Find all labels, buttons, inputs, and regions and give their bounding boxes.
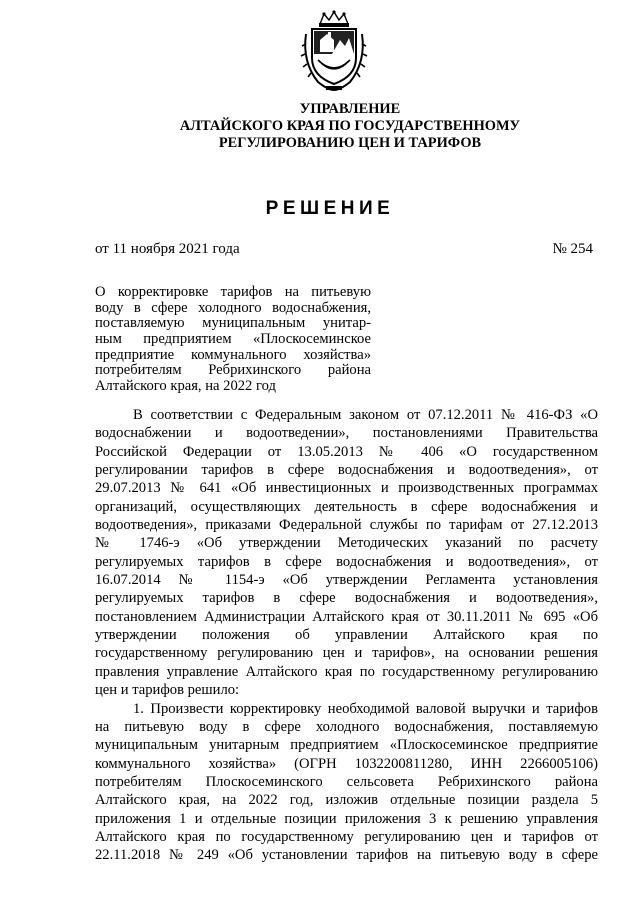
body-line: постановлением Администрации Алтайского края от 30.11.2011 № 695 «Об	[95, 608, 598, 625]
subject-line: поставляемую муниципальным унитар-	[95, 315, 371, 332]
body-line: Российской Федерации от 13.05.2013 № 406 «О государственном	[95, 443, 598, 460]
document-date: от 11 ноября 2021 года	[95, 241, 240, 257]
body-line: правления управление Алтайского края по государственному регулированию	[95, 663, 598, 680]
subject-line: ным предприятием «Плоскосеминское	[95, 331, 371, 348]
subject-line: воду в сфере холодного водоснабжения,	[95, 299, 371, 316]
body-line: водоснабжении и водоотведении», постановлениями Правительства	[95, 425, 598, 442]
body-line: регулируемых тарифов в сфере водоснабжения и водоотведения»,	[95, 590, 598, 607]
body-line: коммунального хозяйства» (ОГРН 1032200811280, ИНН 2266005106)	[95, 755, 598, 772]
subject-line: Алтайского края, на 2022 год	[95, 378, 276, 395]
body-line: на питьевую воду в сфере холодного водоснабжения, поставляемую	[95, 718, 598, 735]
document-number: № 254	[552, 241, 593, 257]
altai-coat-of-arms-icon	[298, 10, 370, 92]
body-line: Алтайского края по государственному регулированию цен и тарифов от	[95, 828, 598, 845]
document-subject	[95, 285, 371, 395]
body-line: цен и тарифов решило:	[95, 682, 240, 699]
header-line-1: УПРАВЛЕНИЕ	[299, 101, 401, 117]
body-line: регулируемых тарифов в сфере водоснабжения и водоотведения», от	[95, 553, 598, 570]
body-line: приложения 1 и отдельные позиции приложения 3 к решению управления	[95, 810, 598, 827]
body-line: потребителям Плоскосеминского сельсовета Ребрихинского района	[95, 773, 598, 790]
issuer-header	[120, 101, 580, 152]
body-line: регулировании тарифов в сфере водоснабжения и водоотведения», от	[95, 462, 598, 479]
body-line: 29.07.2013 № 641 «Об инвестиционных и производственных программах	[95, 480, 598, 497]
body-line: Алтайского края, на 2022 год, изложив отдельные позиции раздела 5	[95, 792, 598, 809]
body-line: муниципальным унитарным предприятием «Плоскосеминское предприятие	[95, 737, 598, 754]
body-line: водоотведения», приказами Федеральной службы по тарифам от 27.12.2013	[95, 517, 598, 534]
body-line: утверждении положения об управлении Алтайского края по	[95, 627, 598, 644]
body-line: 1. Произвести корректировку необходимой валовой выручки и тарифов	[133, 700, 598, 717]
header-line-3: РЕГУЛИРОВАНИЮ ЦЕН И ТАРИФОВ	[218, 135, 482, 151]
subject-line: потребителям Ребрихинского района	[95, 362, 371, 379]
subject-line: О корректировке тарифов на питьевую	[95, 284, 371, 300]
body-line: государственному регулированию цен и тарифов», на основании решения	[95, 645, 598, 662]
document-body	[95, 406, 598, 865]
document-title: РЕШЕНИЕ	[265, 198, 395, 219]
coat-of-arms-emblem	[298, 10, 370, 92]
subject-line: предприятие коммунального хозяйства»	[95, 346, 371, 363]
body-line: № 1746-э «Об утверждении Методических указаний по расчету	[95, 535, 598, 552]
body-line: организаций, осуществляющих деятельность в сфере водоснабжения и	[95, 498, 598, 515]
header-line-2: АЛТАЙСКОГО КРАЯ ПО ГОСУДАРСТВЕННОМУ	[179, 118, 521, 134]
body-line: В соответствии с Федеральным законом от 07.12.2011 № 416-ФЗ «О	[133, 407, 598, 423]
body-line: 22.11.2018 № 249 «Об установлении тарифов на питьевую воду в сфере	[95, 847, 598, 864]
body-line: 16.07.2014 № 1154-э «Об утверждении Регламента установления	[95, 572, 598, 589]
